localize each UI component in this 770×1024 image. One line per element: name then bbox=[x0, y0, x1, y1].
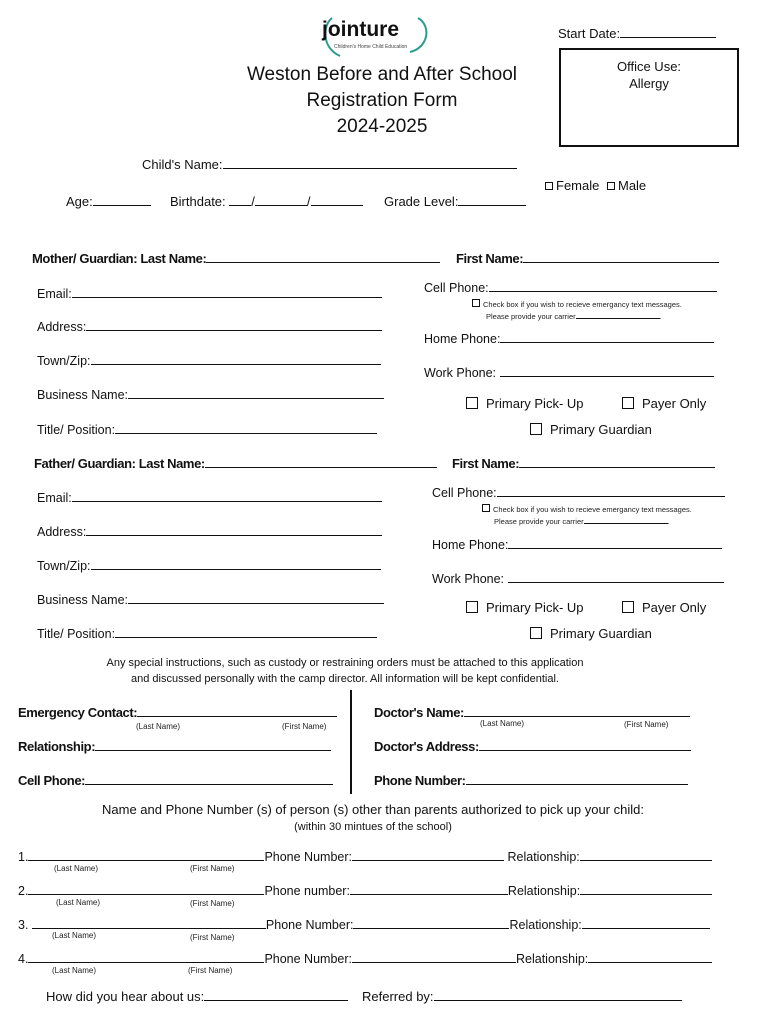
grade-line[interactable] bbox=[458, 194, 526, 206]
mother-business-field[interactable] bbox=[37, 387, 384, 402]
father-text-checkbox[interactable] bbox=[482, 504, 490, 512]
mother-email-field[interactable] bbox=[37, 286, 382, 301]
father-text-note: Check box if you wish to recieve emergancy text messages. Please provide your carrier . bbox=[482, 504, 692, 527]
referred-by-label: Referred by: bbox=[362, 989, 434, 1004]
child-name-field[interactable] bbox=[142, 157, 517, 172]
mother-town-field[interactable] bbox=[37, 353, 381, 368]
mother-primary-guardian[interactable] bbox=[530, 422, 652, 437]
pickup-row-number: 1. bbox=[18, 850, 29, 864]
pickup-last-name-hint: (Last Name) bbox=[56, 898, 101, 907]
father-payer-only-checkbox[interactable] bbox=[622, 601, 634, 613]
emergency-first-name-hint: (First Name) bbox=[282, 722, 327, 731]
female-checkbox[interactable] bbox=[545, 182, 553, 190]
pickup-row-3[interactable] bbox=[18, 917, 710, 932]
mother-work-field[interactable] bbox=[424, 365, 714, 380]
mother-primary-guardian-checkbox[interactable] bbox=[530, 423, 542, 435]
logo bbox=[318, 12, 438, 58]
mother-address-field[interactable] bbox=[37, 319, 382, 334]
mother-first-name-label: First Name: bbox=[456, 251, 524, 266]
father-primary-pickup-checkbox[interactable] bbox=[466, 601, 478, 613]
child-name-line[interactable] bbox=[223, 157, 517, 169]
doctor-name-field[interactable] bbox=[374, 705, 690, 720]
father-address-label: Address: bbox=[37, 525, 87, 539]
emergency-cell-field[interactable] bbox=[18, 773, 333, 788]
father-title-label: Title/ Position: bbox=[37, 627, 116, 641]
allergy-label: Allergy bbox=[629, 76, 669, 91]
male-checkbox[interactable] bbox=[607, 182, 615, 190]
title-line-3: 2024-2025 bbox=[336, 116, 428, 137]
pickup-row-number: 4. bbox=[18, 952, 29, 966]
mother-cell-label: Cell Phone: bbox=[424, 281, 489, 295]
pickup-first-name-hint: (First Name) bbox=[188, 966, 233, 975]
mother-payer-only[interactable] bbox=[622, 396, 706, 411]
confidential-notice bbox=[0, 655, 690, 687]
mother-text-checkbox[interactable] bbox=[472, 299, 480, 307]
mother-text-note: Check box if you wish to recieve emergancy text messages. Please provide your carrier . bbox=[472, 299, 682, 322]
father-primary-guardian-checkbox[interactable] bbox=[530, 627, 542, 639]
father-payer-only-label: Payer Only bbox=[642, 600, 707, 615]
pickup-last-name-hint: (Last Name) bbox=[54, 864, 99, 873]
pickup-subheading: (within 30 mintues of the school) bbox=[294, 821, 452, 833]
father-last-name-field[interactable] bbox=[34, 456, 437, 471]
father-work-field[interactable] bbox=[432, 571, 724, 586]
doctor-last-name-hint: (Last Name) bbox=[480, 719, 525, 728]
father-cell-field[interactable] bbox=[432, 485, 725, 500]
birthdate-field[interactable]: Birthdate: / / bbox=[170, 194, 363, 209]
father-business-field[interactable] bbox=[37, 592, 384, 607]
mother-email-label: Email: bbox=[37, 287, 72, 301]
mother-title-label: Title/ Position: bbox=[37, 423, 116, 437]
father-business-label: Business Name: bbox=[37, 593, 129, 607]
female-label: Female bbox=[556, 178, 600, 193]
mother-payer-only-checkbox[interactable] bbox=[622, 397, 634, 409]
mother-primary-pickup-label: Primary Pick- Up bbox=[486, 396, 584, 411]
title-line-2: Registration Form bbox=[306, 90, 458, 111]
father-work-label: Work Phone: bbox=[432, 572, 505, 586]
mother-cell-field[interactable] bbox=[424, 280, 717, 295]
father-primary-pickup-label: Primary Pick- Up bbox=[486, 600, 584, 615]
father-primary-guardian[interactable] bbox=[530, 626, 652, 641]
age-line[interactable] bbox=[93, 194, 151, 206]
pickup-row-number: 3. bbox=[18, 918, 29, 932]
mother-title-field[interactable] bbox=[37, 422, 377, 437]
mother-text-note-1: Check box if you wish to recieve emergancy text messages. bbox=[483, 300, 682, 309]
form-title bbox=[232, 62, 532, 140]
father-first-name-label: First Name: bbox=[452, 456, 520, 471]
mother-town-label: Town/Zip: bbox=[37, 354, 91, 368]
pickup-last-name-hint: (Last Name) bbox=[52, 931, 97, 940]
doctor-first-name-hint: (First Name) bbox=[624, 720, 669, 729]
notice-line-1: Any special instructions, such as custody or restraining orders must be attached to this application bbox=[106, 657, 584, 669]
father-first-name-field[interactable] bbox=[452, 456, 715, 471]
pickup-row-2[interactable] bbox=[18, 883, 712, 898]
pickup-phone-label: Phone Number: bbox=[265, 918, 354, 932]
mother-home-field[interactable] bbox=[424, 331, 714, 346]
doctor-phone-label: Phone Number: bbox=[374, 773, 466, 788]
grade-field[interactable] bbox=[384, 194, 526, 209]
age-field[interactable] bbox=[66, 194, 151, 209]
logo-name: jointure bbox=[322, 18, 399, 41]
doctor-address-label: Doctor's Address: bbox=[374, 739, 479, 754]
start-date-label: Start Date: bbox=[558, 26, 621, 41]
mother-first-name-line[interactable] bbox=[523, 251, 719, 263]
doctor-name-label: Doctor's Name: bbox=[374, 705, 464, 720]
office-use-label: Office Use: bbox=[616, 59, 682, 74]
start-date-field[interactable] bbox=[558, 26, 716, 41]
pickup-phone-label: Phone number: bbox=[264, 884, 350, 898]
mother-primary-guardian-label: Primary Guardian bbox=[550, 422, 652, 437]
section-divider bbox=[350, 690, 352, 794]
emergency-last-name-hint: (Last Name) bbox=[136, 722, 181, 731]
pickup-phone-label: Phone Number: bbox=[264, 850, 352, 864]
doctor-address-field[interactable] bbox=[374, 739, 691, 754]
gender-options bbox=[545, 178, 646, 193]
child-name-label: Child's Name: bbox=[142, 157, 223, 172]
referred-by-field[interactable] bbox=[362, 989, 682, 1004]
title-line-1: Weston Before and After School bbox=[246, 64, 518, 85]
father-town-label: Town/Zip: bbox=[37, 559, 91, 573]
father-address-field[interactable] bbox=[37, 524, 382, 539]
hear-about-field[interactable] bbox=[46, 989, 348, 1004]
mother-heading: Mother/ Guardian: Last Name: bbox=[32, 251, 207, 266]
pickup-row-4[interactable] bbox=[18, 951, 712, 966]
pickup-first-name-hint: (First Name) bbox=[190, 899, 235, 908]
father-primary-pickup[interactable] bbox=[466, 600, 584, 615]
birthdate-label: Birthdate: bbox=[170, 194, 226, 209]
notice-line-2: and discussed personally with the camp director. All information will be kept confidential. bbox=[130, 673, 559, 685]
father-town-field[interactable] bbox=[37, 558, 381, 573]
father-text-note-1: Check box if you wish to recieve emergancy text messages. bbox=[493, 505, 692, 514]
doctor-phone-field[interactable] bbox=[374, 773, 688, 788]
father-home-label: Home Phone: bbox=[432, 538, 509, 552]
pickup-relationship-label: Relationship: bbox=[509, 918, 582, 932]
father-payer-only[interactable] bbox=[622, 600, 706, 615]
mother-address-label: Address: bbox=[37, 320, 87, 334]
pickup-phone-label: Phone Number: bbox=[264, 952, 352, 966]
pickup-heading: Name and Phone Number (s) of person (s) other than parents authorized to pick up your child: bbox=[102, 802, 644, 817]
pickup-first-name-hint: (First Name) bbox=[190, 933, 235, 942]
mother-business-label: Business Name: bbox=[37, 388, 129, 402]
father-email-label: Email: bbox=[37, 491, 72, 505]
mother-first-name-field[interactable] bbox=[456, 251, 719, 266]
start-date-line[interactable] bbox=[620, 26, 716, 38]
pickup-relationship-label: Relationship: bbox=[507, 850, 580, 864]
father-heading: Father/ Guardian: Last Name: bbox=[34, 456, 205, 471]
male-label: Male bbox=[617, 178, 647, 193]
logo-tagline: Children's Home Child Education bbox=[334, 44, 408, 50]
mother-last-name-field[interactable] bbox=[32, 251, 440, 266]
mother-last-name-line[interactable] bbox=[206, 251, 440, 263]
mother-primary-pickup-checkbox[interactable] bbox=[466, 397, 478, 409]
pickup-first-name-hint: (First Name) bbox=[190, 864, 235, 873]
emergency-contact-field[interactable] bbox=[18, 705, 337, 720]
office-use-box bbox=[559, 48, 739, 147]
mother-primary-pickup[interactable] bbox=[466, 396, 584, 411]
grade-label: Grade Level: bbox=[384, 194, 459, 209]
mother-text-note-2: Please provide your carrier bbox=[486, 312, 576, 321]
hear-about-label: How did you hear about us: bbox=[46, 989, 205, 1004]
mother-work-label: Work Phone: bbox=[424, 366, 497, 380]
age-label: Age: bbox=[66, 194, 93, 209]
father-title-field[interactable] bbox=[37, 626, 377, 641]
pickup-row-1[interactable] bbox=[18, 849, 712, 864]
emergency-relationship-field[interactable] bbox=[18, 739, 331, 754]
emergency-contact-label: Emergency Contact: bbox=[18, 705, 138, 720]
mother-payer-only-label: Payer Only bbox=[642, 396, 707, 411]
father-email-field[interactable] bbox=[37, 490, 382, 505]
emergency-cell-label: Cell Phone: bbox=[18, 773, 86, 788]
father-cell-label: Cell Phone: bbox=[432, 486, 497, 500]
mother-home-label: Home Phone: bbox=[424, 332, 501, 346]
pickup-last-name-hint: (Last Name) bbox=[52, 966, 97, 975]
father-text-note-2: Please provide your carrier bbox=[494, 517, 584, 526]
father-primary-guardian-label: Primary Guardian bbox=[550, 626, 652, 641]
pickup-relationship-label: Relationship: bbox=[516, 952, 589, 966]
emergency-relationship-label: Relationship: bbox=[18, 739, 96, 754]
father-home-field[interactable] bbox=[432, 537, 722, 552]
pickup-relationship-label: Relationship: bbox=[507, 884, 581, 898]
pickup-row-number: 2. bbox=[18, 884, 29, 898]
